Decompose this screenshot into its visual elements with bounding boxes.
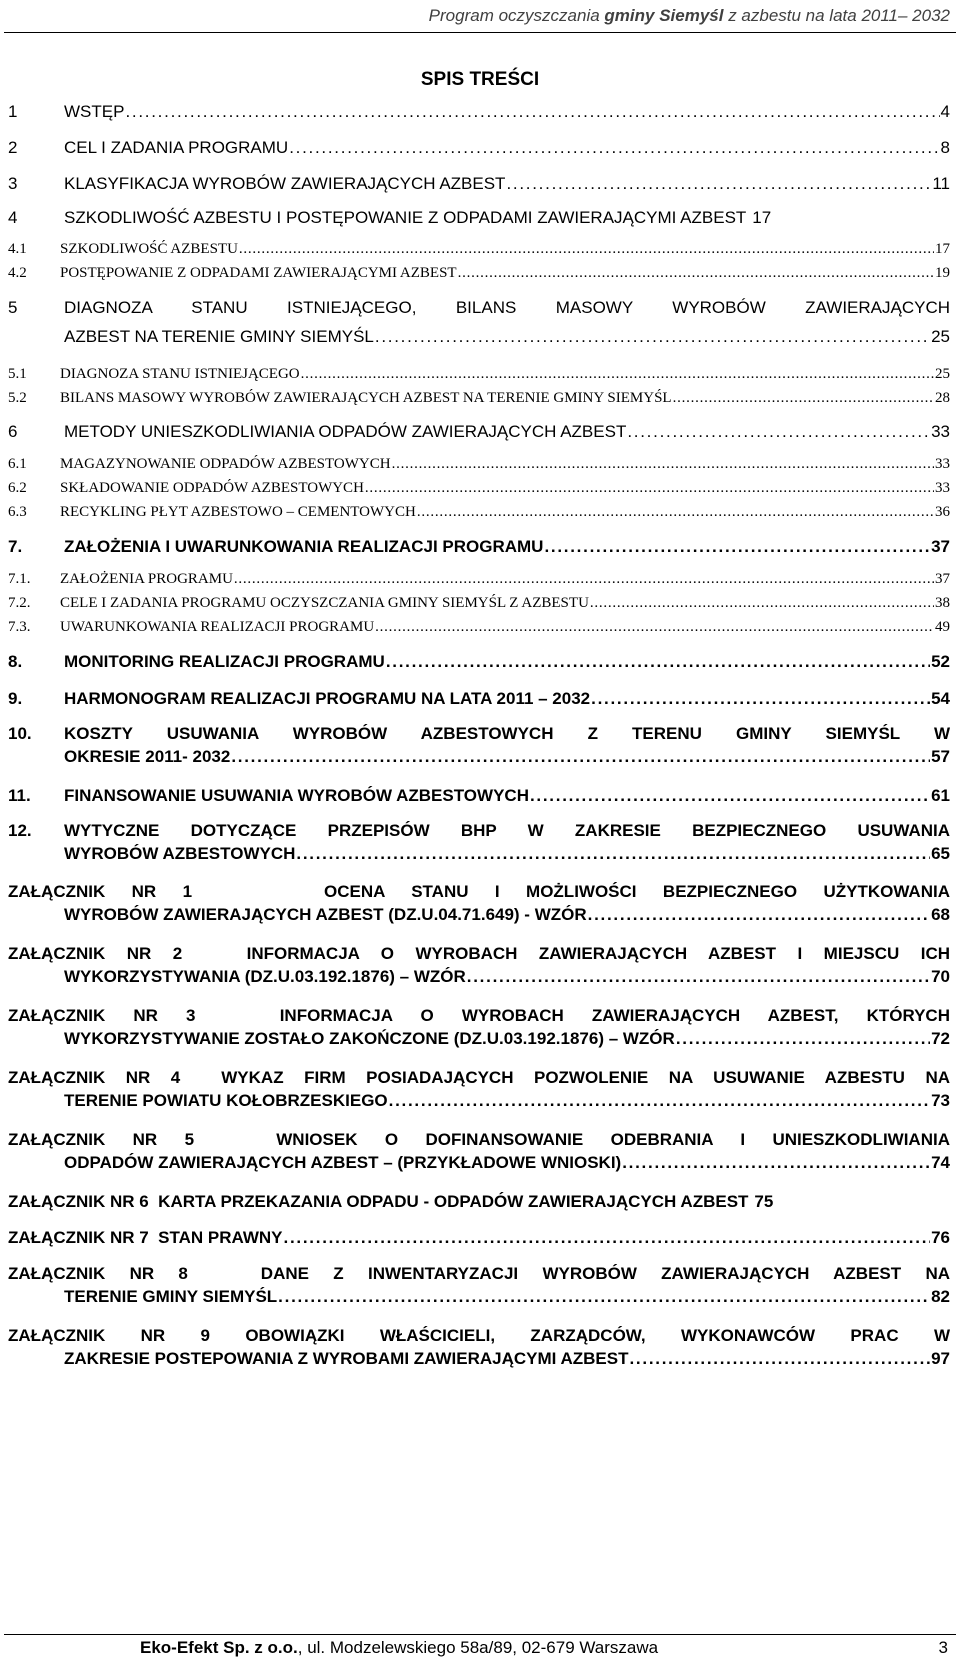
dot-leader [284,1228,931,1248]
dot-leader [375,327,930,347]
header-rule [4,32,956,33]
dot-leader [588,905,930,925]
dot-leader [627,422,930,442]
toc-entry[interactable]: 7.3. UWARUNKOWANIA REALIZACJI PROGRAMU . . . 49 [8,619,950,636]
dot-leader [629,1349,930,1369]
toc-entry[interactable]: 12. WYTYCZNE DOTYCZĄCE PRZEPISÓW BHP W ZAKRESIE BEZPIECZNEGO USUWANIA WYROBÓW AZBESTOWYCH . . . 65 [8,821,950,864]
dot-leader [289,138,939,158]
dot-leader [458,265,934,282]
dot-leader [239,241,934,258]
dot-leader [590,595,934,612]
toc-entry[interactable]: 6.2 SKŁADOWANIE ODPADÓW AZBESTOWYCH . . . 33 [8,480,950,497]
toc-appendix-entry[interactable]: ZAŁĄCZNIK NR 1 OCENA STANU I MOŻLIWOŚCI BEZPIECZNEGO UŻYTKOWANIA WYROBÓW ZAWIERAJĄCYCH AZBEST (DZ.U.04.71.649) - WZÓR . . . 68 [8,882,950,925]
toc-entry[interactable]: 7.1. ZAŁOŻENIA PROGRAMU . . . 37 [8,571,950,588]
toc-title: SPIS TREŚCI [420,69,540,90]
toc-entry[interactable]: 2 CEL I ZADANIA PROGRAMU . . . 8 [8,138,950,158]
dot-leader [375,619,934,636]
toc-appendix-entry[interactable]: ZAŁĄCZNIK NR 3 INFORMACJA O WYROBACH ZAWIERAJĄCYCH AZBEST, KTÓRYCH WYKORZYSTYWANIE ZOSTAŁO ZAKOŃCZONE (DZ.U.03.192.1876) – WZÓR . . . 72 [8,1006,950,1049]
toc-appendix-entry[interactable]: ZAŁĄCZNIK NR 8 DANE Z INWENTARYZACJI WYROBÓW ZAWIERAJĄCYCH AZBEST NA TERENIE GMINY SIEMYŚL . . . 82 [8,1264,950,1307]
dot-leader [296,844,930,864]
dot-leader [591,689,930,709]
toc-appendix-entry[interactable]: ZAŁĄCZNIK NR 7 STAN PRAWNY . . . 76 [8,1228,950,1248]
dot-leader [467,967,930,987]
toc-entry[interactable]: 4 SZKODLIWOŚĆ AZBESTU I POSTĘPOWANIE Z ODPADAMI ZAWIERAJĄCYMI AZBEST 17 [8,208,772,227]
dot-leader [365,480,934,497]
toc-entry[interactable]: 10. KOSZTY USUWANIA WYROBÓW AZBESTOWYCH Z TERENU GMINY SIEMYŚL W OKRESIE 2011- 2032 . . . 57 [8,724,950,767]
toc-entry[interactable]: 9. HARMONOGRAM REALIZACJI PROGRAMU NA LATA 2011 – 2032 . . . 54 [8,689,950,709]
toc-appendix-entry[interactable]: ZAŁĄCZNIK NR 6 KARTA PRZEKAZANIA ODPADU - ODPADÓW ZAWIERAJĄCYCH AZBEST 75 [8,1192,774,1211]
dot-leader [278,1287,930,1307]
toc-entry[interactable]: 6.1 MAGAZYNOWANIE ODPADÓW AZBESTOWYCH . . . 33 [8,456,950,473]
toc-appendix-entry[interactable]: ZAŁĄCZNIK NR 5 WNIOSEK O DOFINANSOWANIE ODEBRANIA I UNIESZKODLIWIANIA ODPADÓW ZAWIERAJĄCYCH AZBEST – (PRZYKŁADOWE WNIOSKI) . . . 74 [8,1130,950,1173]
toc-entry[interactable]: 1 WSTĘP . . . 4 [8,102,950,122]
dot-leader [506,174,931,194]
dot-leader [530,786,930,806]
dot-leader [417,504,934,521]
toc-entry[interactable]: 3 KLASYFIKACJA WYROBÓW ZAWIERAJĄCYCH AZBEST . . . 11 [8,174,950,194]
toc-entry[interactable]: 4.2 POSTĘPOWANIE Z ODPADAMI ZAWIERAJĄCYMI AZBEST . . . 19 [8,265,950,282]
dot-leader [676,1029,930,1049]
toc-entry[interactable]: 8. MONITORING REALIZACJI PROGRAMU . . . 52 [8,652,950,672]
page-number: 3 [938,1638,948,1657]
toc-entry[interactable]: 5 DIAGNOZA STANU ISTNIEJĄCEGO, BILANS MASOWY WYROBÓW ZAWIERAJĄCYCH AZBEST NA TERENIE GMINY SIEMYŚL . . . 25 [8,298,950,347]
toc-entry[interactable]: 7. ZAŁOŻENIA I UWARUNKOWANIA REALIZACJI PROGRAMU . . . 37 [8,537,950,557]
toc-entry[interactable]: 11. FINANSOWANIE USUWANIA WYROBÓW AZBESTOWYCH . . . 61 [8,786,950,806]
dot-leader [673,390,934,407]
running-header: Program oczyszczania gminy Siemyśl z azbestu na lata 2011– 2032 [428,6,950,25]
toc-entry[interactable]: 6.3 RECYKLING PŁYT AZBESTOWO – CEMENTOWYCH . . . 36 [8,504,950,521]
footer-company: Eko-Efekt Sp. z o.o., ul. Modzelewskiego 58a/89, 02-679 Warszawa [140,1638,659,1657]
dot-leader [386,652,930,672]
toc-entry[interactable]: 7.2. CELE I ZADANIA PROGRAMU OCZYSZCZANIA GMINY SIEMYŚL Z AZBESTU . . . 38 [8,595,950,612]
dot-leader [231,747,930,767]
toc-entry[interactable]: 4.1 SZKODLIWOŚĆ AZBESTU . . . 17 [8,241,950,258]
toc-appendix-entry[interactable]: ZAŁĄCZNIK NR 9 OBOWIĄZKI WŁAŚCICIELI, ZARZĄDCÓW, WYKONAWCÓW PRAC W ZAKRESIE POSTEPOWANIA Z WYROBAMI ZAWIERAJĄCYMI AZBEST . . . 97 [8,1326,950,1369]
toc-appendix-entry[interactable]: ZAŁĄCZNIK NR 4 WYKAZ FIRM POSIADAJĄCYCH POZWOLENIE NA USUWANIE AZBESTU NA TERENIE POWIATU KOŁOBRZESKIEGO . . . 73 [8,1068,950,1111]
dot-leader [125,102,939,122]
dot-leader [392,456,934,473]
dot-leader [389,1091,930,1111]
toc-entry[interactable]: 5.1 DIAGNOZA STANU ISTNIEJĄCEGO . . . 25 [8,366,950,383]
toc-entry[interactable]: 6 METODY UNIESZKODLIWIANIA ODPADÓW ZAWIERAJĄCYCH AZBEST . . . 33 [8,422,950,442]
toc-entry[interactable]: 5.2 BILANS MASOWY WYROBÓW ZAWIERAJĄCYCH AZBEST NA TERENIE GMINY SIEMYŚL . . . 28 [8,390,950,407]
dot-leader [544,537,930,557]
dot-leader [622,1153,930,1173]
dot-leader [301,366,934,383]
dot-leader [234,571,934,588]
toc-appendix-entry[interactable]: ZAŁĄCZNIK NR 2 INFORMACJA O WYROBACH ZAWIERAJĄCYCH AZBEST I MIEJSCU ICH WYKORZYSTYWANIA (DZ.U.03.192.1876) – WZÓR . . . 70 [8,944,950,987]
footer-rule [4,1634,956,1635]
